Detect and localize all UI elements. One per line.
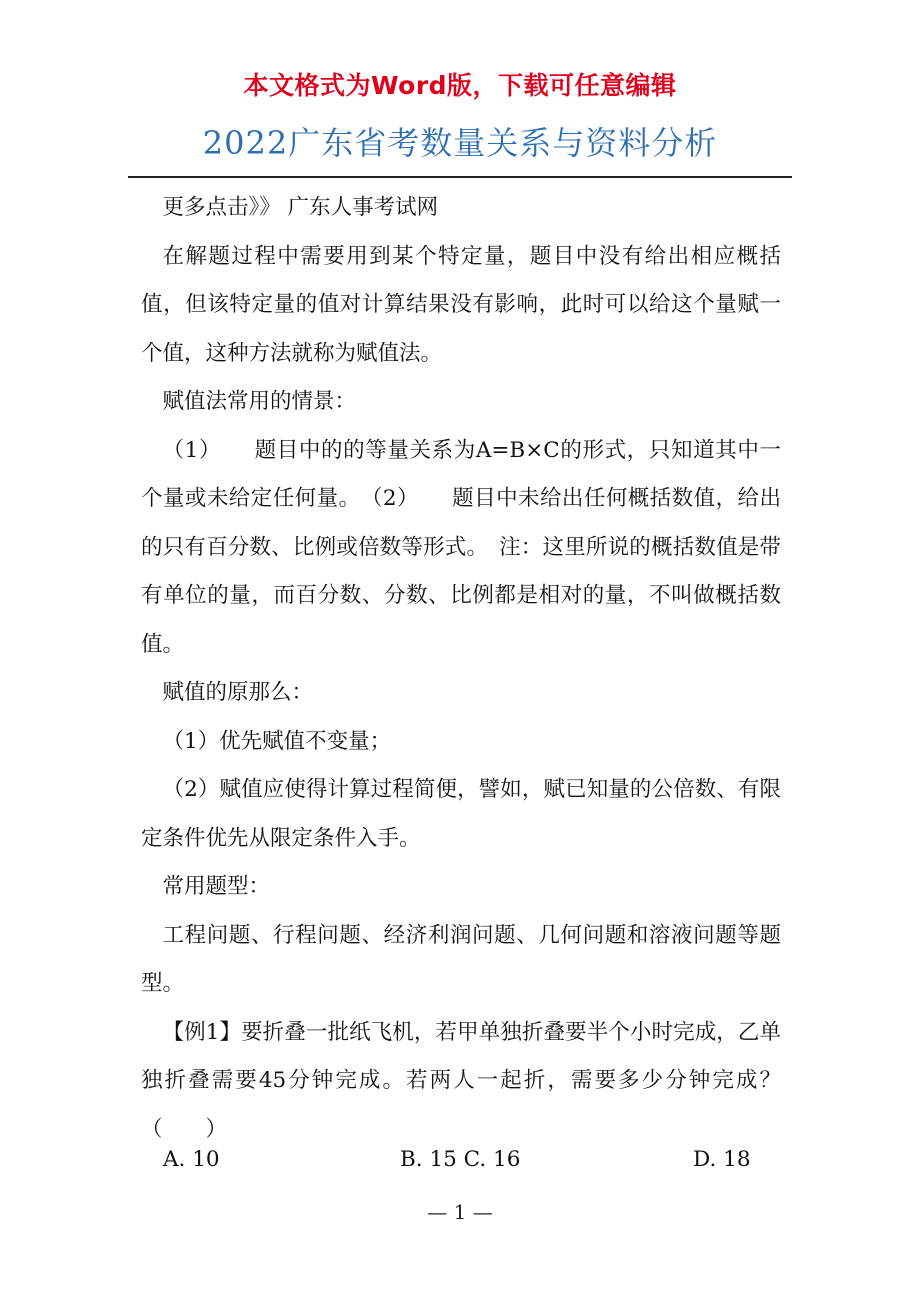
document-body xyxy=(141,184,781,1154)
document-title: 2022广东省考数量关系与资料分析 xyxy=(202,124,718,162)
answer-choices xyxy=(0,1147,920,1187)
paragraph-scenarios-heading: 赋值法常用的情景： xyxy=(162,389,357,414)
choice-d: D. 18 xyxy=(693,1147,751,1172)
format-banner: 本文格式为Word版，下载可任意编辑 xyxy=(243,71,677,100)
paragraph-scenarios: （1） 题目中的的等量关系为A=B×C的形式，只知道其中一个量或未给定任何量。 （2） 题目中未给出任何概括数值，给出的只有百分数、比例或倍数等形式。 注：这里所说的概括数值是带有单位的量，而百分数、分数、比例都是相对的量，不叫做概括数值。 xyxy=(141,437,781,657)
page-number: — 1 — xyxy=(427,1200,493,1224)
paragraph-principles-heading: 赋值的原那么： xyxy=(162,680,314,705)
choice-b-c: B. 15 C. 16 xyxy=(400,1147,521,1172)
paragraph-example-1: 【例1】要折叠一批纸飞机，若甲单独折叠要半个小时完成，乙单独折叠需要45分钟完成。若两人一起折，需要多少分钟完成？（ ） xyxy=(141,1019,781,1142)
paragraph-question-types-heading: 常用题型： xyxy=(162,874,271,899)
more-link-line: 更多点击》》 广东人事考试网 xyxy=(162,195,439,220)
choice-a: A. 10 xyxy=(163,1147,220,1172)
paragraph-question-types: 工程问题、行程问题、经济利润问题、几何问题和溶液问题等题型。 xyxy=(141,922,781,996)
title-divider xyxy=(128,176,792,178)
paragraph-principle-2: （2）赋值应使得计算过程简便，譬如，赋已知量的公倍数、有限定条件优先从限定条件入手。 xyxy=(141,777,781,851)
paragraph-principle-1: （1）优先赋值不变量； xyxy=(162,728,392,754)
paragraph-definition: 在解题过程中需要用到某个特定量，题目中没有给出相应概括值，但该特定量的值对计算结果没有影响，此时可以给这个量赋一个值，这种方法就称为赋值法。 xyxy=(141,243,781,366)
